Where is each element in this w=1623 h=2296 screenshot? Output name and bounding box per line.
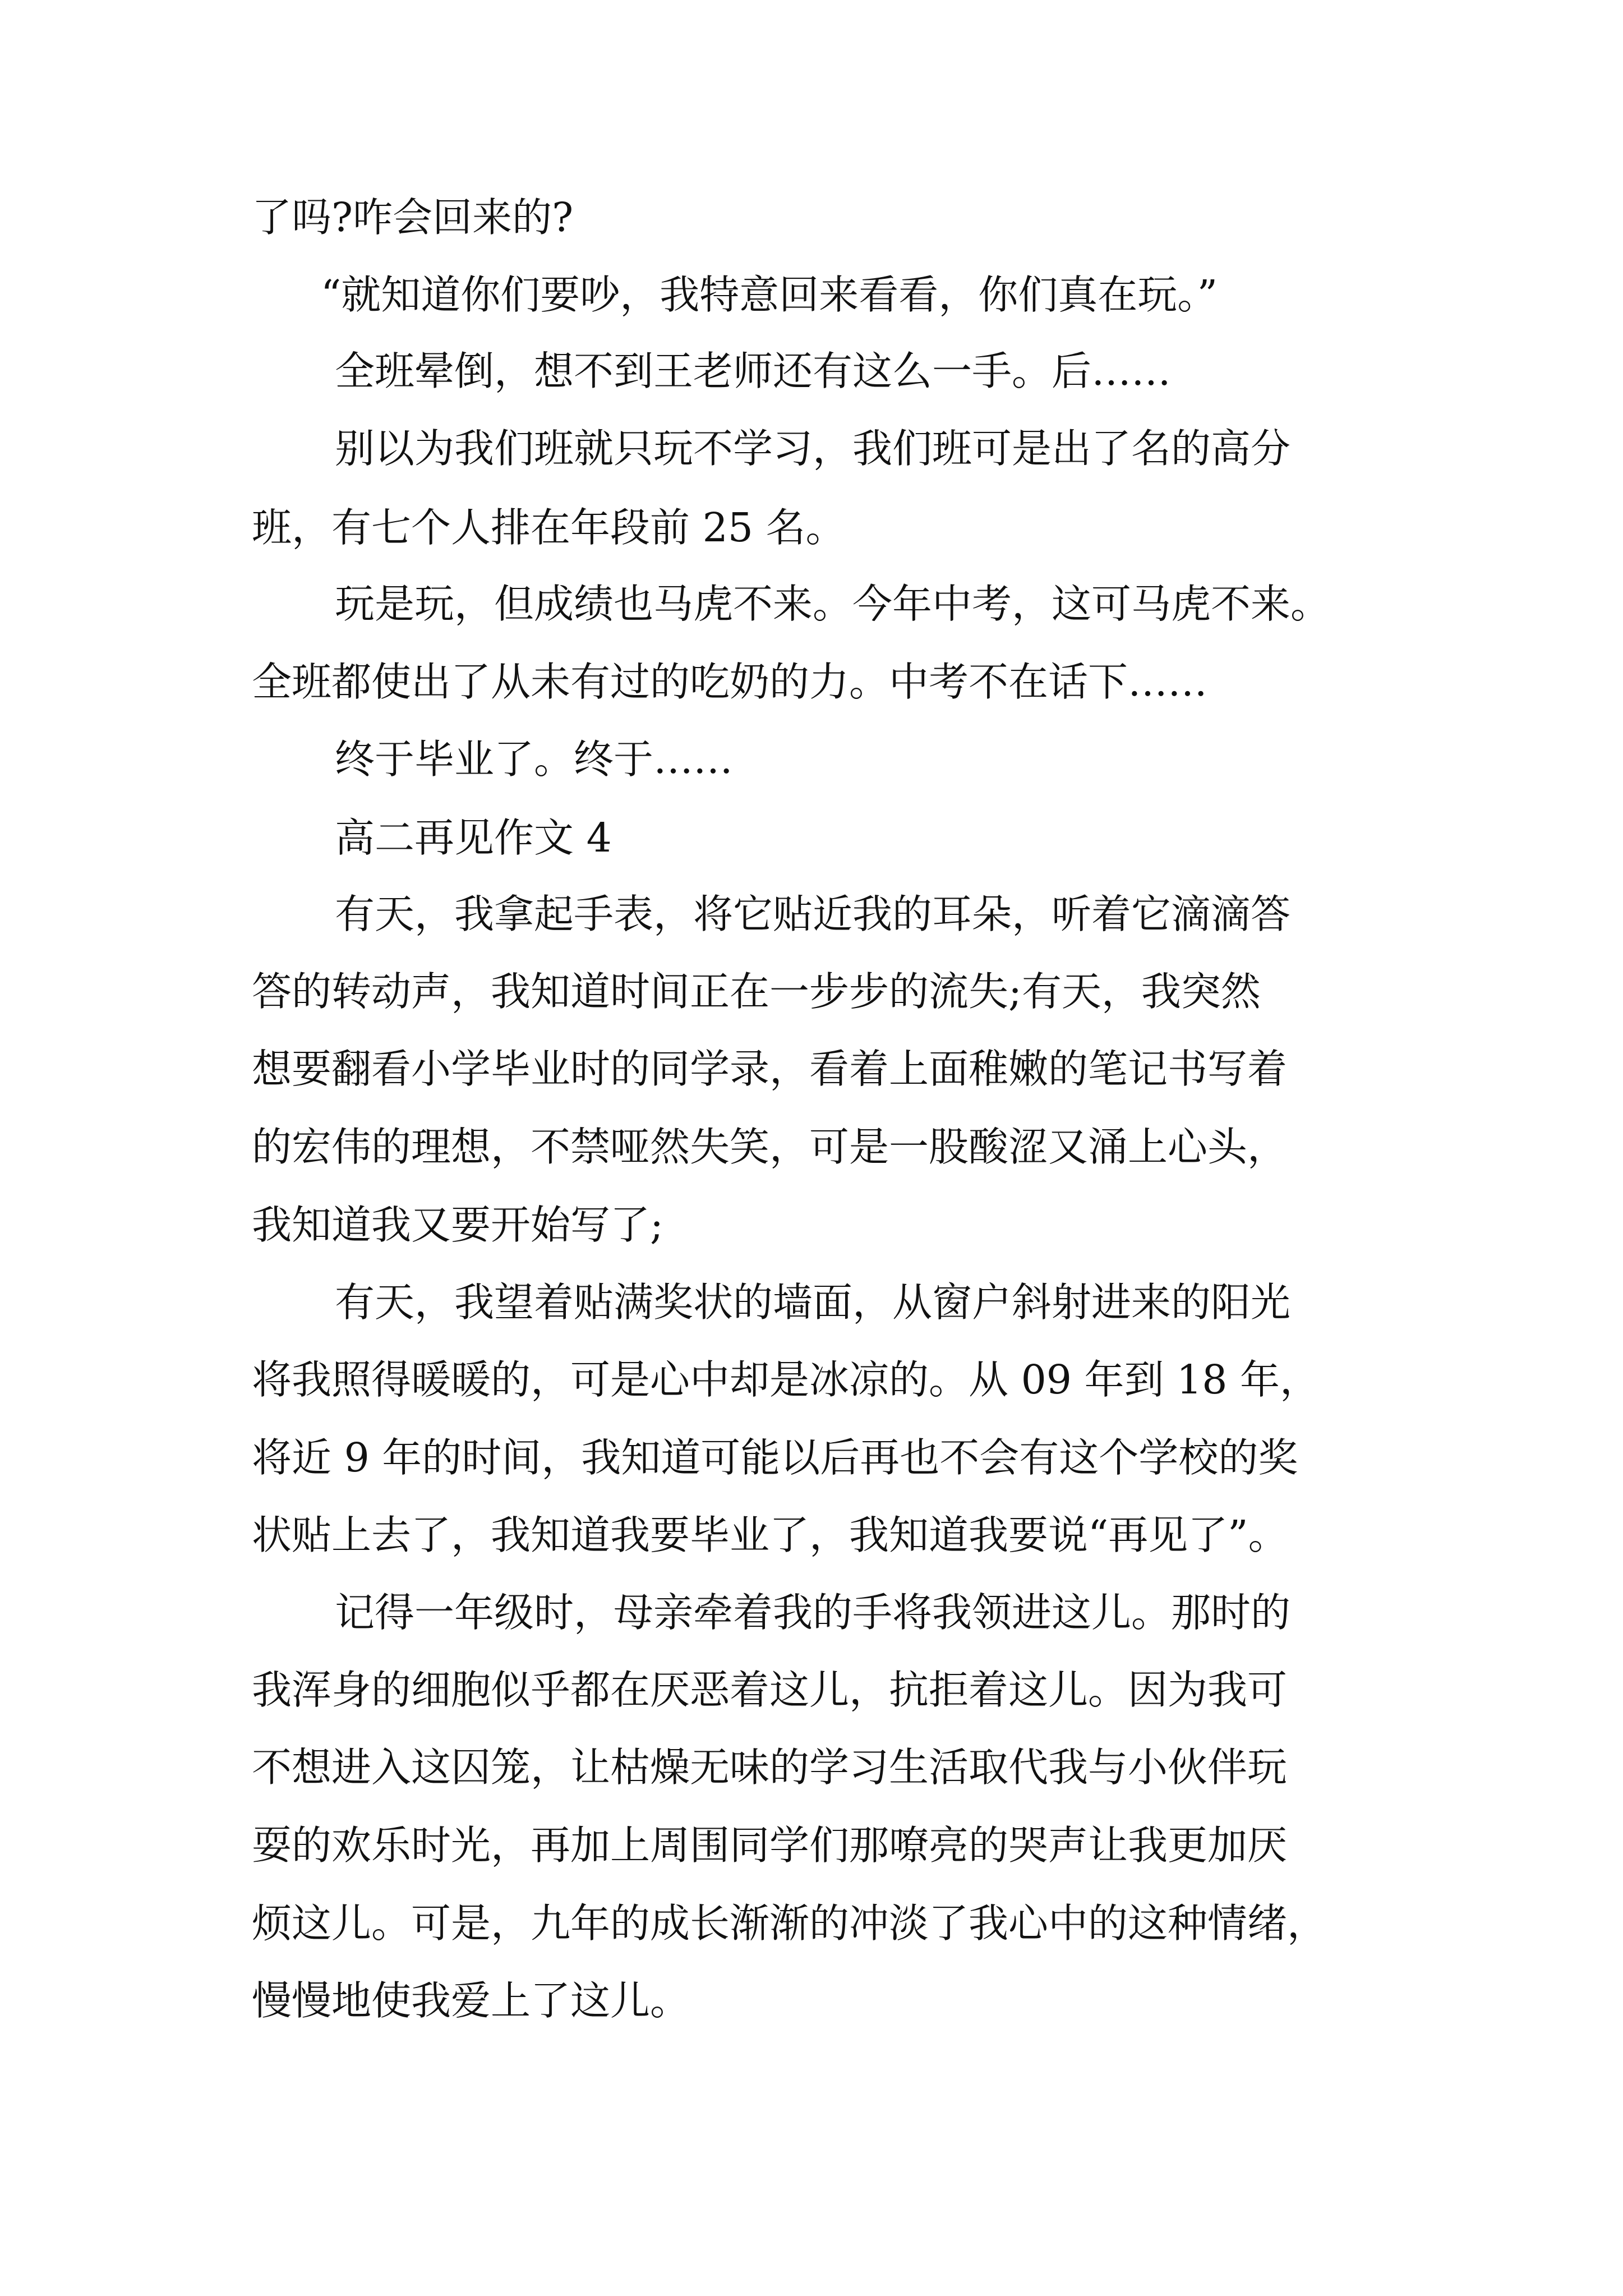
text-line: 有天，我拿起手表，将它贴近我的耳朵，听着它滴滴答 <box>335 891 1291 937</box>
text-line: 终于毕业了。终于…… <box>335 736 734 783</box>
text-line: 答的转动声，我知道时间正在一步步的流失;有天，我突然 <box>252 968 1261 1015</box>
text-line: 耍的欢乐时光，再加上周围同学们那嘹亮的哭声让我更加厌 <box>252 1822 1288 1869</box>
text-line: 我浑身的细胞似乎都在厌恶着这儿，抗拒着这儿。因为我可 <box>252 1667 1288 1713</box>
text-line: 状贴上去了，我知道我要毕业了，我知道我要说“再见了”。 <box>252 1512 1288 1558</box>
text-line: 记得一年级时，母亲牵着我的手将我领进这儿。那时的 <box>335 1589 1291 1636</box>
section-heading: 高二再见作文 4 <box>335 815 612 861</box>
text-line: 将我照得暖暖的，可是心中却是冰凉的。从 09 年到 18 年， <box>252 1356 1320 1403</box>
text-line: 将近 9 年的时间，我知道可能以后再也不会有这个学校的奖 <box>252 1434 1298 1481</box>
text-line: 慢慢地使我爱上了这儿。 <box>252 1977 690 2024</box>
text-line: 烦这儿。可是，九年的成长渐渐的冲淡了我心中的这种情绪， <box>252 1900 1327 1947</box>
text-line: 玩是玩，但成绩也马虎不来。今年中考，这可马虎不来。 <box>335 581 1331 627</box>
text-line: 的宏伟的理想，不禁哑然失笑，可是一股酸涩又涌上心头， <box>252 1124 1288 1170</box>
text-line: 了吗?咋会回来的? <box>252 194 574 241</box>
text-line: 全班都使出了从未有过的吃奶的力。中考不在话下…… <box>252 659 1208 705</box>
text-line: 不想进入这囚笼，让枯燥无味的学习生活取代我与小伙伴玩 <box>252 1744 1288 1791</box>
text-line: 我知道我又要开始写了; <box>252 1202 663 1248</box>
text-line: 全班晕倒，想不到王老师还有这么一手。后…… <box>335 348 1172 394</box>
text-line: “就知道你们要吵，我特意回来看看，你们真在玩。” <box>321 272 1218 318</box>
text-line: 班，有七个人排在年段前 25 名。 <box>252 504 846 551</box>
text-line: 有天，我望着贴满奖状的墙面，从窗户斜射进来的阳光 <box>335 1279 1291 1326</box>
text-line: 别以为我们班就只玩不学习，我们班可是出了名的高分 <box>335 425 1291 472</box>
text-line: 想要翻看小学毕业时的同学录，看着上面稚嫩的笔记书写着 <box>252 1046 1288 1092</box>
